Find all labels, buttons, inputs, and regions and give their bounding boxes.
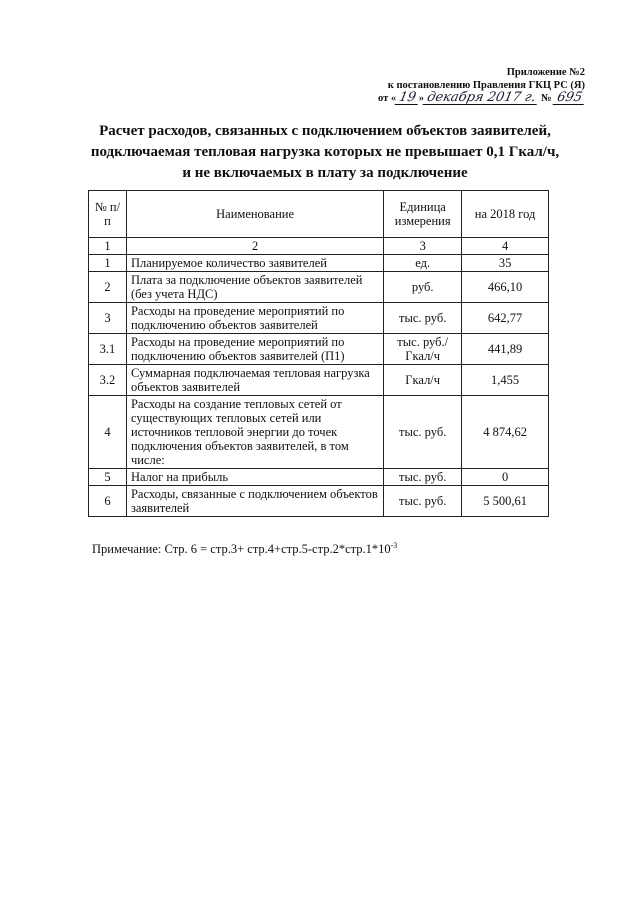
header-year: на 2018 год (462, 191, 549, 238)
index-cell: 2 (126, 238, 383, 255)
table-row (89, 396, 549, 469)
index-cell: 1 (89, 238, 127, 255)
row-unit: тыс. руб. (384, 396, 462, 469)
title-line: Расчет расходов, связанных с подключением объектов заявителей, (99, 123, 551, 139)
row-num: 5 (89, 469, 127, 486)
handwritten-number: 695 (553, 92, 587, 105)
footnote-text: Примечание: Стр. 6 = стр.3+ стр.4+стр.5-стр.2*стр.1*10 (92, 542, 391, 557)
title-line: подключаемая тепловая нагрузка которых не превышает 0,1 Гкал/ч, (90, 144, 560, 160)
table-row (89, 255, 549, 272)
table-header-row (89, 191, 549, 238)
table-row (89, 303, 549, 334)
handwritten-month-year: декабря 2017 г. (423, 92, 540, 105)
row-value: 1,455 (462, 365, 549, 396)
row-unit: Гкал/ч (384, 365, 462, 396)
footnote (92, 541, 397, 557)
title-line: и не включаемых в плату за подключение (182, 165, 468, 181)
calculation-table (88, 190, 549, 517)
row-value: 4 874,62 (462, 396, 549, 469)
table-row (89, 365, 549, 396)
row-name: Расходы, связанные с подключением объектов заявителей (126, 486, 383, 517)
date-separator: » (418, 93, 424, 104)
row-num: 1 (89, 255, 127, 272)
row-name: Расходы на проведение мероприятий по подключению объектов заявителей (П1) (126, 334, 383, 365)
table-row (89, 272, 549, 303)
row-unit: тыс. руб. (384, 469, 462, 486)
row-unit: руб. (384, 272, 462, 303)
row-unit: тыс. руб. (384, 486, 462, 517)
row-value: 441,89 (462, 334, 549, 365)
appendix-header (378, 66, 585, 105)
appendix-decree: к постановлению Правления ГКЦ РС (Я) (387, 80, 585, 91)
index-cell: 4 (462, 238, 549, 255)
row-name: Плата за подключение объектов заявителей (без учета НДС) (126, 272, 383, 303)
appendix-date-line (378, 92, 585, 105)
row-num: 3 (89, 303, 127, 334)
row-value: 5 500,61 (462, 486, 549, 517)
row-unit: тыс. руб./ Гкал/ч (384, 334, 462, 365)
row-value: 35 (462, 255, 549, 272)
footnote-exponent: -3 (390, 541, 398, 550)
table-row (89, 469, 549, 486)
header-unit: Единица измерения (384, 191, 462, 238)
row-name: Расходы на создание тепловых сетей от существующих тепловых сетей или источников тепловой энергии до точек подключения объектов заявителей, в том числе: (126, 396, 383, 469)
appendix-title: Приложение №2 (506, 67, 585, 78)
document-title (60, 121, 590, 184)
row-unit: тыс. руб. (384, 303, 462, 334)
row-name: Планируемое количество заявителей (126, 255, 383, 272)
row-num: 4 (89, 396, 127, 469)
number-label: № (540, 93, 552, 104)
row-name: Расходы на проведение мероприятий по подключению объектов заявителей (126, 303, 383, 334)
table-row (89, 334, 549, 365)
row-unit: ед. (384, 255, 462, 272)
index-cell: 3 (384, 238, 462, 255)
row-name: Суммарная подключаемая тепловая нагрузка объектов заявителей (126, 365, 383, 396)
table-row (89, 486, 549, 517)
row-value: 642,77 (462, 303, 549, 334)
row-num: 6 (89, 486, 127, 517)
handwritten-day: 19 (395, 92, 420, 105)
header-num: № п/п (89, 191, 127, 238)
row-value: 0 (462, 469, 549, 486)
row-num: 3.2 (89, 365, 127, 396)
date-prefix: от « (378, 93, 397, 104)
row-num: 2 (89, 272, 127, 303)
column-index-row (89, 238, 549, 255)
header-name: Наименование (126, 191, 383, 238)
row-name: Налог на прибыль (126, 469, 383, 486)
row-num: 3.1 (89, 334, 127, 365)
row-value: 466,10 (462, 272, 549, 303)
